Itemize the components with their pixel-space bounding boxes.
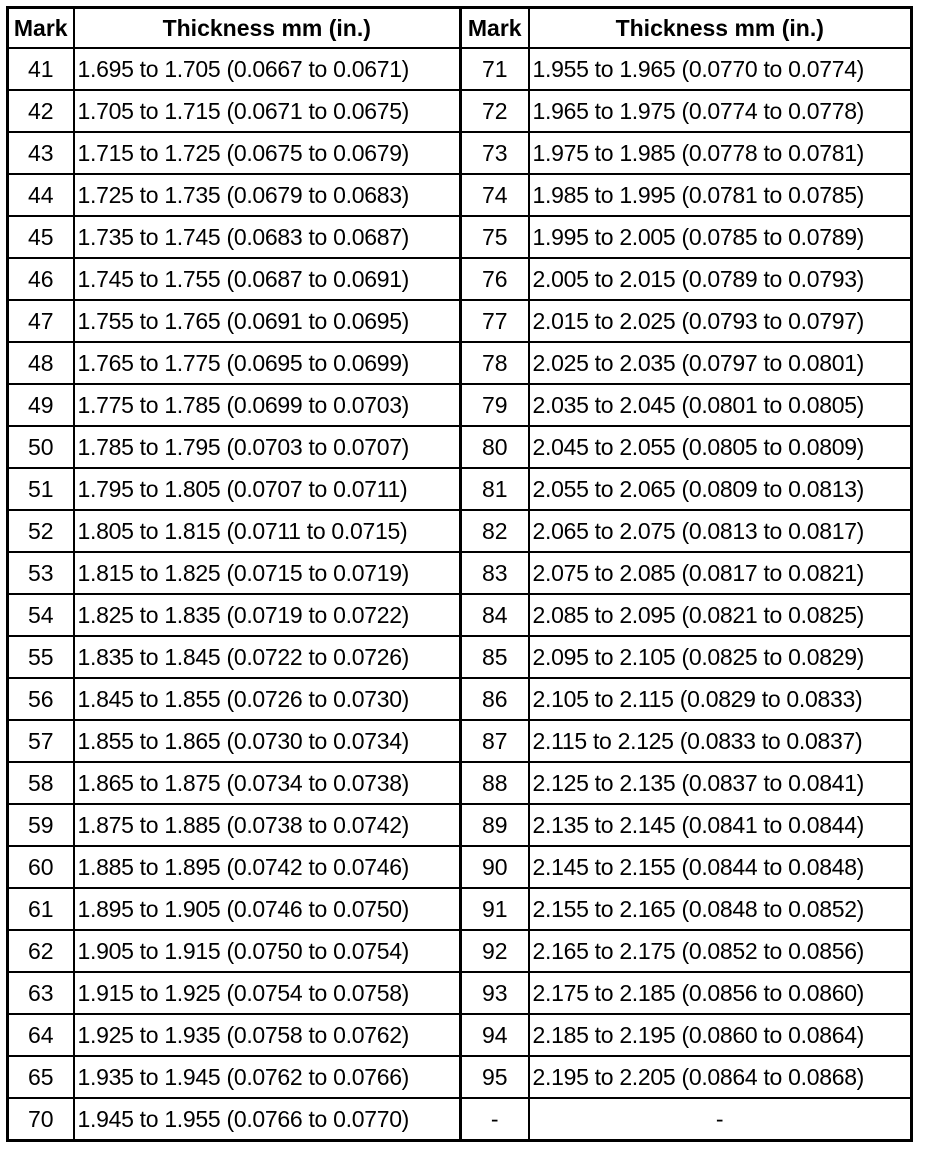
thickness-left-cell: 1.755 to 1.765 (0.0691 to 0.0695) (74, 300, 461, 342)
thickness-left-cell: 1.805 to 1.815 (0.0711 to 0.0715) (74, 510, 461, 552)
header-thickness-left: Thickness mm (in.) (74, 8, 461, 49)
mark-right-cell: 72 (461, 90, 529, 132)
table-row (8, 1014, 912, 1056)
thickness-right-cell: 2.045 to 2.055 (0.0805 to 0.0809) (529, 426, 912, 468)
table-header-row (8, 8, 912, 49)
table-row (8, 1056, 912, 1098)
mark-left-cell: 70 (8, 1098, 74, 1141)
thickness-left-cell: 1.715 to 1.725 (0.0675 to 0.0679) (74, 132, 461, 174)
table-row (8, 1098, 912, 1141)
mark-left-cell: 46 (8, 258, 74, 300)
table-row (8, 678, 912, 720)
mark-left-cell: 60 (8, 846, 74, 888)
thickness-left-cell: 1.695 to 1.705 (0.0667 to 0.0671) (74, 48, 461, 90)
table-row (8, 468, 912, 510)
table-row (8, 972, 912, 1014)
thickness-right-cell: 2.155 to 2.165 (0.0848 to 0.0852) (529, 888, 912, 930)
thickness-left-cell: 1.885 to 1.895 (0.0742 to 0.0746) (74, 846, 461, 888)
mark-left-cell: 58 (8, 762, 74, 804)
mark-left-cell: 43 (8, 132, 74, 174)
mark-left-cell: 44 (8, 174, 74, 216)
mark-left-cell: 47 (8, 300, 74, 342)
mark-left-cell: 48 (8, 342, 74, 384)
thickness-left-cell: 1.895 to 1.905 (0.0746 to 0.0750) (74, 888, 461, 930)
mark-left-cell: 41 (8, 48, 74, 90)
thickness-left-cell: 1.915 to 1.925 (0.0754 to 0.0758) (74, 972, 461, 1014)
mark-left-cell: 65 (8, 1056, 74, 1098)
thickness-right-cell: 2.115 to 2.125 (0.0833 to 0.0837) (529, 720, 912, 762)
table-row (8, 174, 912, 216)
table-row (8, 342, 912, 384)
table-row (8, 552, 912, 594)
thickness-right-cell: 2.105 to 2.115 (0.0829 to 0.0833) (529, 678, 912, 720)
thickness-right-cell: 2.125 to 2.135 (0.0837 to 0.0841) (529, 762, 912, 804)
table-row (8, 846, 912, 888)
thickness-left-cell: 1.725 to 1.735 (0.0679 to 0.0683) (74, 174, 461, 216)
mark-right-cell: 71 (461, 48, 529, 90)
table-row (8, 594, 912, 636)
table-row (8, 90, 912, 132)
thickness-right-cell: 2.055 to 2.065 (0.0809 to 0.0813) (529, 468, 912, 510)
thickness-left-cell: 1.775 to 1.785 (0.0699 to 0.0703) (74, 384, 461, 426)
thickness-left-cell: 1.905 to 1.915 (0.0750 to 0.0754) (74, 930, 461, 972)
mark-right-cell: 74 (461, 174, 529, 216)
mark-right-cell: 76 (461, 258, 529, 300)
table-row (8, 930, 912, 972)
table-row (8, 888, 912, 930)
mark-right-cell: 78 (461, 342, 529, 384)
thickness-right-cell: 1.965 to 1.975 (0.0774 to 0.0778) (529, 90, 912, 132)
mark-right-cell: 73 (461, 132, 529, 174)
thickness-right-cell: 2.065 to 2.075 (0.0813 to 0.0817) (529, 510, 912, 552)
mark-right-cell: 79 (461, 384, 529, 426)
mark-right-cell: 93 (461, 972, 529, 1014)
thickness-left-cell: 1.875 to 1.885 (0.0738 to 0.0742) (74, 804, 461, 846)
mark-left-cell: 53 (8, 552, 74, 594)
thickness-left-cell: 1.935 to 1.945 (0.0762 to 0.0766) (74, 1056, 461, 1098)
header-mark-right: Mark (461, 8, 529, 49)
thickness-right-cell: 2.035 to 2.045 (0.0801 to 0.0805) (529, 384, 912, 426)
thickness-right-cell: - (529, 1098, 912, 1141)
thickness-right-cell: 1.955 to 1.965 (0.0770 to 0.0774) (529, 48, 912, 90)
table-row (8, 384, 912, 426)
table-body (8, 48, 912, 1141)
mark-right-cell: 87 (461, 720, 529, 762)
mark-left-cell: 62 (8, 930, 74, 972)
mark-right-cell: 86 (461, 678, 529, 720)
mark-left-cell: 54 (8, 594, 74, 636)
mark-left-cell: 45 (8, 216, 74, 258)
table-row (8, 426, 912, 468)
mark-right-cell: 91 (461, 888, 529, 930)
mark-right-cell: 94 (461, 1014, 529, 1056)
table-row (8, 804, 912, 846)
mark-left-cell: 63 (8, 972, 74, 1014)
thickness-right-cell: 2.085 to 2.095 (0.0821 to 0.0825) (529, 594, 912, 636)
thickness-table (6, 6, 913, 1142)
thickness-right-cell: 2.175 to 2.185 (0.0856 to 0.0860) (529, 972, 912, 1014)
thickness-left-cell: 1.825 to 1.835 (0.0719 to 0.0722) (74, 594, 461, 636)
thickness-right-cell: 2.165 to 2.175 (0.0852 to 0.0856) (529, 930, 912, 972)
mark-right-cell: 95 (461, 1056, 529, 1098)
thickness-left-cell: 1.785 to 1.795 (0.0703 to 0.0707) (74, 426, 461, 468)
thickness-right-cell: 2.015 to 2.025 (0.0793 to 0.0797) (529, 300, 912, 342)
mark-left-cell: 52 (8, 510, 74, 552)
thickness-right-cell: 2.135 to 2.145 (0.0841 to 0.0844) (529, 804, 912, 846)
thickness-left-cell: 1.735 to 1.745 (0.0683 to 0.0687) (74, 216, 461, 258)
thickness-right-cell: 2.095 to 2.105 (0.0825 to 0.0829) (529, 636, 912, 678)
mark-left-cell: 57 (8, 720, 74, 762)
mark-right-cell: 82 (461, 510, 529, 552)
thickness-left-cell: 1.865 to 1.875 (0.0734 to 0.0738) (74, 762, 461, 804)
header-thickness-right: Thickness mm (in.) (529, 8, 912, 49)
mark-left-cell: 64 (8, 1014, 74, 1056)
thickness-right-cell: 2.005 to 2.015 (0.0789 to 0.0793) (529, 258, 912, 300)
table-row (8, 636, 912, 678)
thickness-right-cell: 2.025 to 2.035 (0.0797 to 0.0801) (529, 342, 912, 384)
thickness-right-cell: 1.985 to 1.995 (0.0781 to 0.0785) (529, 174, 912, 216)
thickness-left-cell: 1.945 to 1.955 (0.0766 to 0.0770) (74, 1098, 461, 1141)
mark-right-cell: 89 (461, 804, 529, 846)
thickness-left-cell: 1.765 to 1.775 (0.0695 to 0.0699) (74, 342, 461, 384)
mark-right-cell: 77 (461, 300, 529, 342)
table-row (8, 48, 912, 90)
table-row (8, 216, 912, 258)
mark-left-cell: 59 (8, 804, 74, 846)
thickness-right-cell: 2.185 to 2.195 (0.0860 to 0.0864) (529, 1014, 912, 1056)
mark-right-cell: - (461, 1098, 529, 1141)
mark-right-cell: 83 (461, 552, 529, 594)
thickness-left-cell: 1.745 to 1.755 (0.0687 to 0.0691) (74, 258, 461, 300)
table-row (8, 510, 912, 552)
mark-right-cell: 85 (461, 636, 529, 678)
thickness-right-cell: 2.075 to 2.085 (0.0817 to 0.0821) (529, 552, 912, 594)
table-row (8, 720, 912, 762)
thickness-right-cell: 2.145 to 2.155 (0.0844 to 0.0848) (529, 846, 912, 888)
table-row (8, 762, 912, 804)
mark-left-cell: 61 (8, 888, 74, 930)
header-mark-left: Mark (8, 8, 74, 49)
mark-right-cell: 81 (461, 468, 529, 510)
mark-right-cell: 84 (461, 594, 529, 636)
thickness-table-container (6, 6, 913, 1142)
mark-left-cell: 42 (8, 90, 74, 132)
mark-left-cell: 50 (8, 426, 74, 468)
thickness-right-cell: 1.975 to 1.985 (0.0778 to 0.0781) (529, 132, 912, 174)
mark-right-cell: 92 (461, 930, 529, 972)
table-row (8, 258, 912, 300)
thickness-left-cell: 1.925 to 1.935 (0.0758 to 0.0762) (74, 1014, 461, 1056)
thickness-left-cell: 1.835 to 1.845 (0.0722 to 0.0726) (74, 636, 461, 678)
thickness-left-cell: 1.705 to 1.715 (0.0671 to 0.0675) (74, 90, 461, 132)
mark-left-cell: 51 (8, 468, 74, 510)
thickness-left-cell: 1.795 to 1.805 (0.0707 to 0.0711) (74, 468, 461, 510)
mark-left-cell: 49 (8, 384, 74, 426)
thickness-left-cell: 1.855 to 1.865 (0.0730 to 0.0734) (74, 720, 461, 762)
thickness-left-cell: 1.815 to 1.825 (0.0715 to 0.0719) (74, 552, 461, 594)
thickness-right-cell: 1.995 to 2.005 (0.0785 to 0.0789) (529, 216, 912, 258)
thickness-right-cell: 2.195 to 2.205 (0.0864 to 0.0868) (529, 1056, 912, 1098)
mark-right-cell: 88 (461, 762, 529, 804)
table-row (8, 300, 912, 342)
mark-left-cell: 56 (8, 678, 74, 720)
mark-right-cell: 80 (461, 426, 529, 468)
table-row (8, 132, 912, 174)
mark-right-cell: 75 (461, 216, 529, 258)
mark-left-cell: 55 (8, 636, 74, 678)
mark-right-cell: 90 (461, 846, 529, 888)
thickness-left-cell: 1.845 to 1.855 (0.0726 to 0.0730) (74, 678, 461, 720)
